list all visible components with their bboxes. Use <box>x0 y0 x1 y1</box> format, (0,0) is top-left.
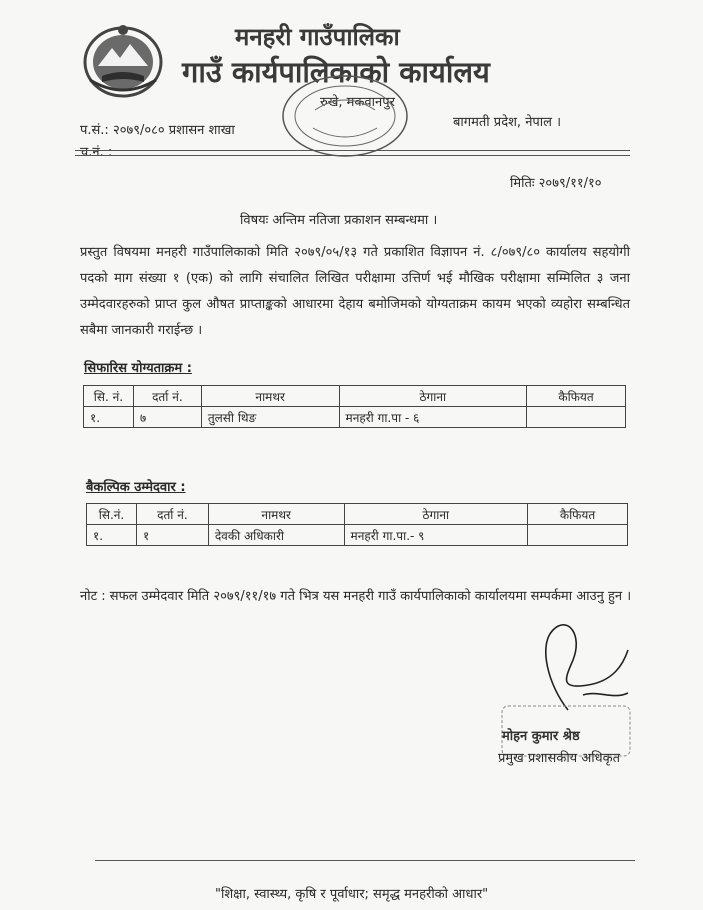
table-cell: १ <box>136 525 208 546</box>
column-header: दर्ता नं. <box>133 386 201 407</box>
table-cell <box>528 525 628 546</box>
column-header: दर्ता नं. <box>136 504 208 525</box>
office-seal-icon <box>275 70 415 162</box>
column-header: ठेगाना <box>344 504 528 525</box>
municipality-name: मनहरी गाउँपालिका <box>235 23 400 51</box>
footer-motto: "शिक्षा, स्वास्थ्य, कृषि र पूर्वाधार; समृद्ध मनहरीको आधार" <box>215 887 489 902</box>
nepal-government-emblem-icon <box>80 22 166 98</box>
table-cell: मनहरी गा.पा.- ९ <box>344 525 528 546</box>
reference-number: प.सं.: २०७९/०८० प्रशासन शाखा <box>80 123 235 138</box>
table-cell: मनहरी गा.पा - ६ <box>339 407 527 428</box>
header-divider <box>75 150 630 151</box>
recommended-table <box>83 385 626 428</box>
table-cell: १. <box>87 525 137 546</box>
alternate-heading: बैकल्पिक उम्मेदवार : <box>86 480 186 495</box>
handwritten-signature-icon <box>528 615 638 715</box>
column-header: सि. नं. <box>84 386 134 407</box>
office-name: गाउँ कार्यपालिकाको कार्यालय <box>182 55 490 89</box>
column-header: सि.नं. <box>87 504 137 525</box>
footer-divider <box>95 860 635 861</box>
column-header: ठेगाना <box>339 386 527 407</box>
table-cell <box>527 407 626 428</box>
table-row <box>87 525 628 546</box>
column-header: कैफियत <box>527 386 626 407</box>
table-cell: देवकी अधिकारी <box>208 525 344 546</box>
letter-date: मितिः २०७९/११/१० <box>510 176 602 191</box>
table-header-row <box>84 386 626 407</box>
table-cell: तुलसी थिङ <box>201 407 339 428</box>
table-cell: १. <box>84 407 134 428</box>
letter-body: प्रस्तुत विषयमा मनहरी गाउँपालिकाको मिति २०७९/०५/१३ गते प्रकाशित विज्ञापन नं. ८/०७९/८० कार्यालय सहयोगी पदको माग संख्या १ (एक) को लागि संचालित लिखित परीक्षामा उत्तिर्ण भई मौखिक परीक्षामा सम्मिलित ३ जना उम्मेदवारहरुको प्राप्त कुल औषत प्राप्ताङ्कको आधारमा देहाय बमोजिमको योग्यताक्रम कायम भएको व्यहोरा सम्बन्धित सबैमा जानकारी गराईन्छ । <box>80 245 630 338</box>
signatory-designation: प्रमुख प्रशासकीय अधिकृत <box>498 751 621 766</box>
table-row <box>84 407 626 428</box>
column-header: कैफियत <box>528 504 628 525</box>
office-location: रुखे, मकवानपुर <box>320 95 395 110</box>
column-header: नामथर <box>201 386 339 407</box>
table-header-row <box>87 504 628 525</box>
letter-subject: विषयः अन्तिम नतिजा प्रकाशन सम्बन्धमा । <box>240 213 438 228</box>
note-text: नोट : सफल उम्मेदवार मिति २०७९/११/१७ गते भित्र यस मनहरी गाउँ कार्यपालिकाको कार्यालयमा सम्पर्कमा आउनु हुन । <box>80 589 632 604</box>
recommended-heading: सिफारिस योग्यताक्रम : <box>84 361 192 376</box>
dispatch-number: च.नं. : <box>80 145 113 160</box>
column-header: नामथर <box>208 504 344 525</box>
alternate-table <box>86 503 628 546</box>
header-divider-thin <box>75 155 630 156</box>
table-cell: ७ <box>133 407 201 428</box>
province-line: बागमती प्रदेश, नेपाल । <box>453 115 562 130</box>
signatory-name: मोहन कुमार श्रेष्ठ <box>502 729 580 744</box>
